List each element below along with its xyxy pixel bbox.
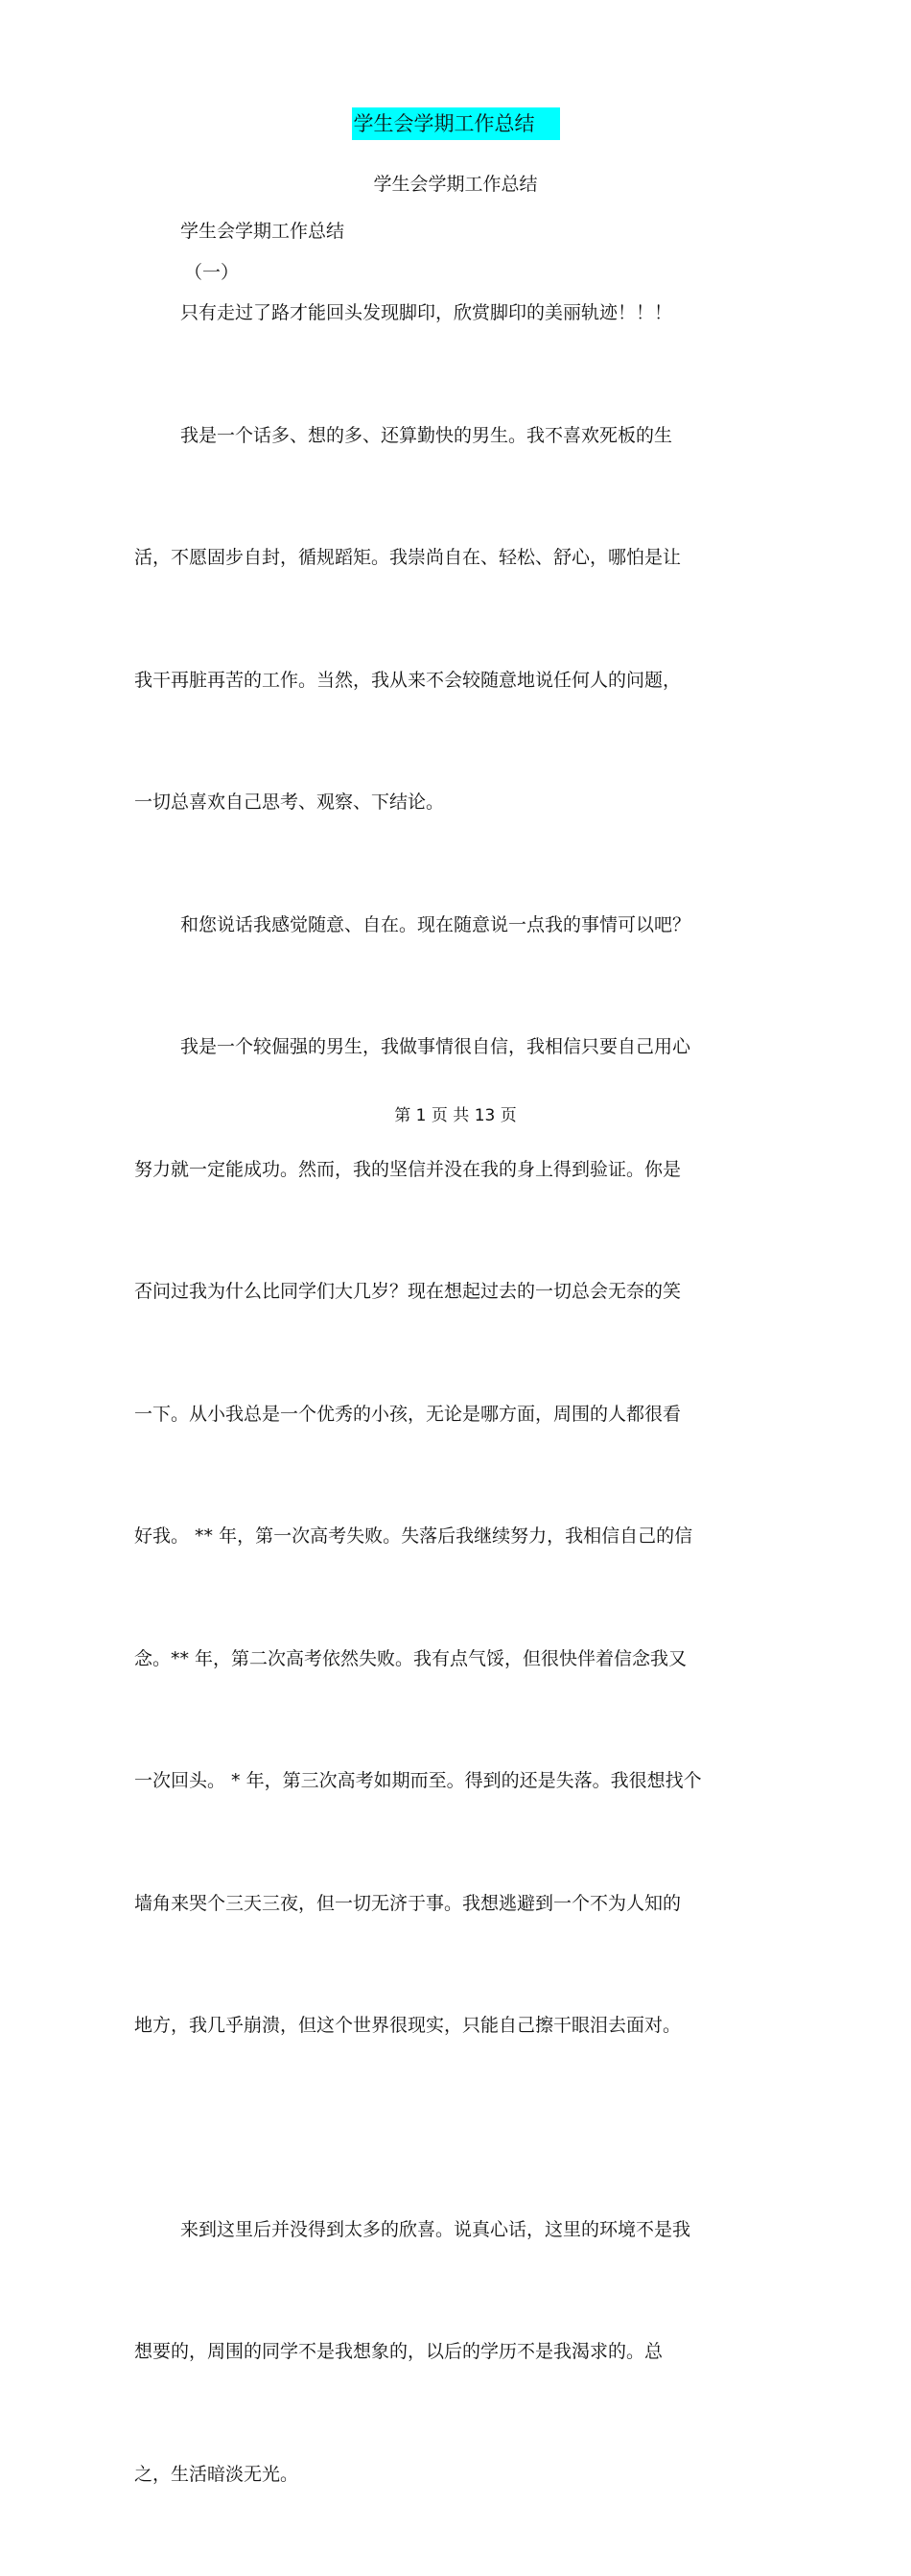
- paragraph-5: [134, 2128, 758, 2576]
- paragraph-2: [134, 334, 758, 905]
- paragraph-line: 地方，我几乎崩溃，但这个世界很现实，只能自己擦干眼泪去面对。: [134, 2005, 758, 2046]
- page-footer: 第 1 页 共 13 页: [0, 1103, 911, 1128]
- section-number: （一）: [134, 252, 758, 294]
- title-container: [0, 107, 911, 140]
- paragraph-line: 活，不愿固步自封，循规蹈矩。我崇尚自在、轻松、舒心，哪怕是让: [134, 537, 758, 579]
- document-subtitle: 学生会学期工作总结: [0, 171, 911, 198]
- heading: 学生会学期工作总结: [134, 211, 758, 252]
- paragraph-line: 好我。 ** 年，第一次高考失败。失落后我继续努力，我相信自己的信: [134, 1516, 758, 1557]
- paragraph-3: 和您说话我感觉随意、自在。现在随意说一点我的事情可以吧？: [134, 905, 758, 946]
- paragraph-1: 只有走过了路才能回头发现脚印，欣赏脚印的美丽轨迹！！！: [134, 293, 758, 334]
- paragraph-line: 念。** 年，第二次高考依然失败。我有点气馁，但很快伴着信念我又: [134, 1639, 758, 1680]
- paragraph-line: 墙角来哭个三天三夜，但一切无济于事。我想逃避到一个不为人知的: [134, 1883, 758, 1925]
- paragraph-line: 想要的，周围的同学不是我想象的，以后的学历不是我渴求的。总: [134, 2331, 758, 2373]
- paragraph-line: 努力就一定能成功。然而，我的坚信并没在我的身上得到验证。你是: [134, 1149, 758, 1191]
- paragraph-line: 一下。从小我总是一个优秀的小孩，无论是哪方面，周围的人都很看: [134, 1394, 758, 1435]
- paragraph-line: 否问过我为什么比同学们大几岁？现在想起过去的一切总会无奈的笑: [134, 1271, 758, 1312]
- paragraph-line: 之，生活暗淡无光。: [134, 2454, 758, 2495]
- paragraph-line: 来到这里后并没得到太多的欣喜。说真心话，这里的环境不是我: [134, 2210, 758, 2251]
- paragraph-line: 我干再脏再苦的工作。当然，我从来不会较随意地说任何人的问题，: [134, 660, 758, 701]
- paragraph-line: 一次回头。 * 年，第三次高考如期而至。得到的还是失落。我很想找个: [134, 1761, 758, 1802]
- paragraph-line: 我是一个话多、想的多、还算勤快的男生。我不喜欢死板的生: [134, 415, 758, 457]
- paragraph-line: 一切总喜欢自己思考、观察、下结论。: [134, 782, 758, 823]
- paragraph-line: 我是一个较倔强的男生，我做事情很自信，我相信只要自己用心: [134, 1027, 758, 1068]
- document-title: 学生会学期工作总结: [352, 107, 560, 140]
- document-body: [134, 211, 758, 2576]
